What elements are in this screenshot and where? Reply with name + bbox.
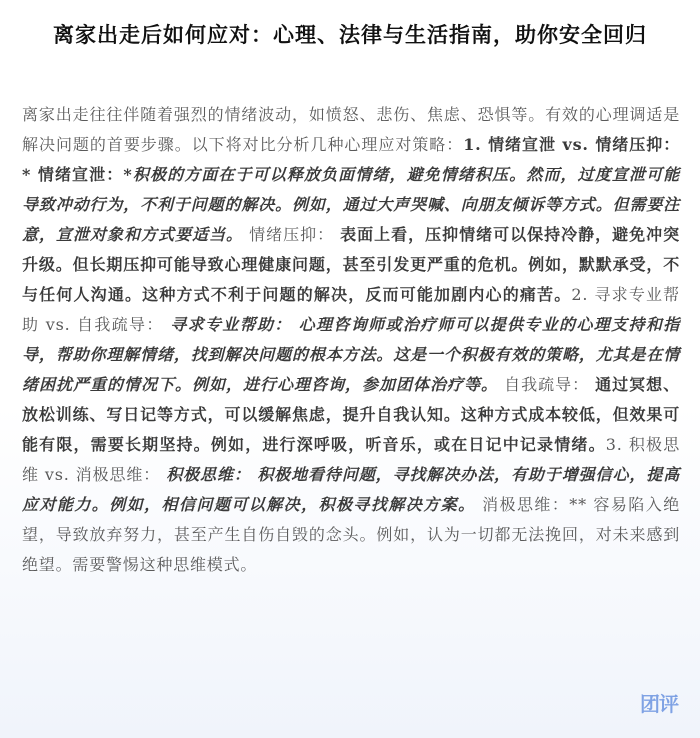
watermark-logo: 团评 xyxy=(640,692,678,716)
article-title: 离家出走后如何应对：心理、法律与生活指南，助你安全回归 xyxy=(53,22,647,47)
emphasis-professional-help: 寻求专业帮助： 心理咨询师或治疗师可以提供专业的心理支持和指导，帮助你理解情绪，找到解决问题的根本方法。这是一个积极有效的策略，尤其是在情绪困扰严重的情况下。例如，进行心理咨询，参加团体治疗等。 xyxy=(22,315,680,394)
text-suppression: 表面上看，压抑情绪可以保持冷静，避免冲突升级。但长期压抑可能导致心理健康问题，甚至引发更严重的危机。例如，默默承受，不与任何人沟通。这种方式不利于问题的解决，反而可能加剧内心的痛苦。 xyxy=(22,225,680,304)
article-body xyxy=(22,100,680,580)
label-suppression: 情绪压抑： xyxy=(243,225,341,244)
emphasis-positive-thinking: 积极思维： 积极地看待问题，寻找解决办法，有助于增强信心，提高应对能力。例如，相信问题可以解决，积极寻找解决方案。 xyxy=(22,465,680,514)
label-self-guidance: 自我疏导： xyxy=(498,375,596,394)
section-heading-1: 1. 情绪宣泄 vs. 情绪压抑：* 情绪宣泄：* xyxy=(22,135,680,184)
text-self-guidance: 通过冥想、放松训练、写日记等方式，可以缓解焦虑，提升自我认知。这种方式成本较低，但效果可能有限，需要长期坚持。例如，进行深呼吸，听音乐，或在日记中记录情绪。 xyxy=(22,375,680,454)
section-heading-2: 2. 寻求专业帮助 vs. 自我疏导： xyxy=(22,285,680,334)
emphasis-venting: 积极的方面在于可以释放负面情绪，避免情绪积压。然而，过度宣泄可能导致冲动行为，不利于问题的解决。例如，通过大声哭喊、向朋友倾诉等方式。但需要注意，宣泄对象和方式要适当。 xyxy=(22,165,680,244)
section-heading-3: 3. 积极思维 vs. 消极思维： xyxy=(22,435,681,484)
text-negative-thinking: 消极思维：** 容易陷入绝望，导致放弃努力，甚至产生自伤自毁的念头。例如，认为一切都无法挽回，对未来感到绝望。需要警惕这种思维模式。 xyxy=(22,495,680,574)
intro-text: 离家出走往往伴随着强烈的情绪波动，如愤怒、悲伤、焦虑、恐惧等。有效的心理调适是解决问题的首要步骤。以下将对比分析几种心理应对策略： xyxy=(22,105,680,154)
